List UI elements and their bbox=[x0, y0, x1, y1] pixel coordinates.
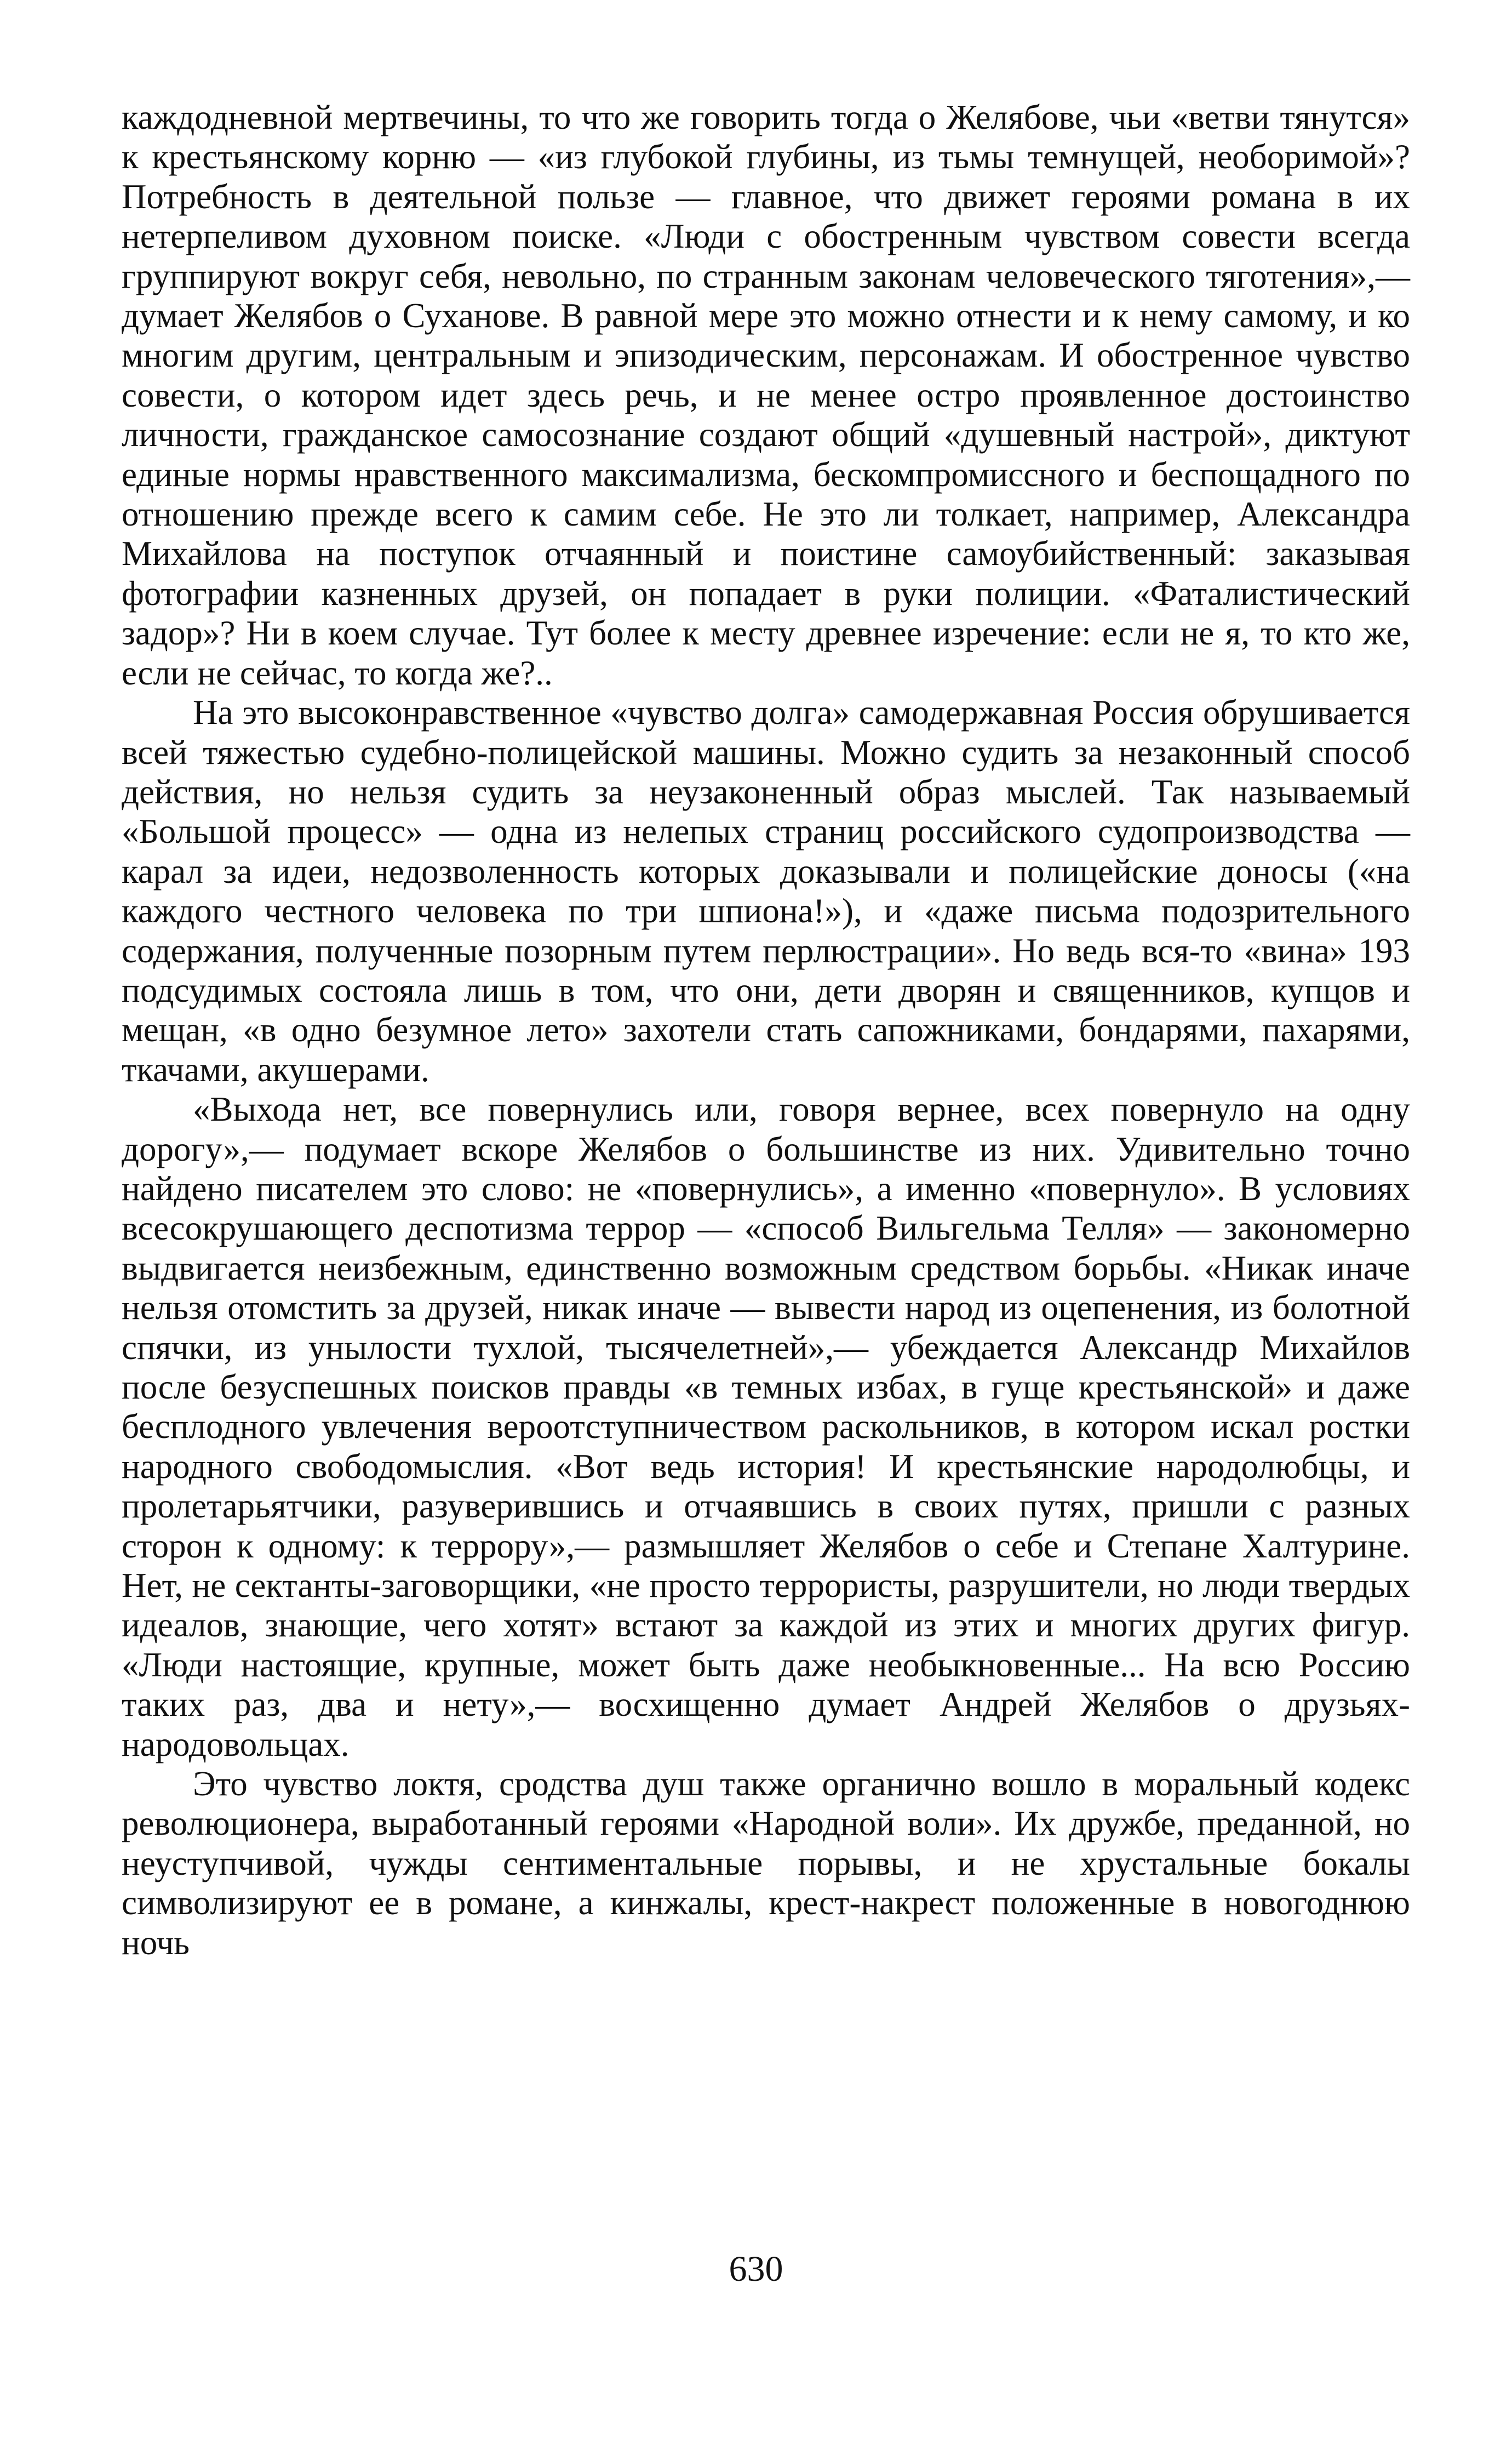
paragraph-4: Это чувство локтя, сродства душ также органично вошло в моральный кодекс революционера, выработанный героями «Народной воли». Их дружбе, преданной, но неуступчивой, чужды сентиментальные порывы, и не хрустальные бокалы символизируют ее в романе, а кинжалы, крест-накрест положенные в новогоднюю ночь bbox=[122, 1765, 1410, 1962]
paragraph-2: На это высоконравственное «чувство долга» самодержавная Россия обрушивается всей тяжестью судебно-полицейской машины. Можно судить за незаконный способ действия, но нельзя судить за неузаконенный образ мыслей. Так называемый «Большой процесс» — одна из нелепых страниц российского судопроизводства — карал за идеи, недозволенность которых доказывали и полицейские доносы («на каждого честного человека по три шпиона!»), и «даже письма подозрительного содержания, полученные позорным путем перлюстрации». Но ведь вся-то «вина» 193 подсудимых состояла лишь в том, что они, дети дворян и священников, купцов и мещан, «в одно безумное лето» захотели стать сапожниками, бондарями, пахарями, ткачами, акушерами. bbox=[122, 693, 1410, 1089]
paragraph-3: «Выхода нет, все повернулись или, говоря вернее, всех повернуло на одну дорогу»,— подумает вскоре Желябов о большинстве из них. Удивительно точно найдено писателем это слово: не «повернулись», а именно «повернуло». В условиях всесокрушающего деспотизма террор — «способ Вильгельма Телля» — закономерно выдвигается неизбежным, единственно возможным средством борьбы. «Никак иначе нельзя отомстить за друзей, никак иначе — вывести народ из оцепенения, из болотной спячки, из унылости тухлой, тысячелетней»,— убеждается Александр Михайлов после безуспешных поисков правды «в темных избах, в гуще крестьянской» и даже бесплодного увлечения вероотступничеством раскольников, в котором искал ростки народного свободомыслия. «Вот ведь история! И крестьянские народолюбцы, и пролетарьятчики, разуверившись и отчаявшись в своих путях, пришли с разных сторон к одному: к террору»,— размышляет Желябов о себе и Степане Халтурине. Нет, не сектанты-заговорщики, «не просто террористы, разрушители, но люди твердых идеалов, знающие, чего хотят» встают за каждой из этих и многих других фигур. «Люди настоящие, крупные, может быть даже необыкновенные... На всю Россию таких раз, два и нету»,— восхищенно думает Андрей Желябов о друзьях-народовольцах. bbox=[122, 1090, 1410, 1763]
page-number: 630 bbox=[729, 2249, 783, 2289]
paragraph-1: каждодневной мертвечины, то что же говорить тогда о Желябове, чьи «ветви тянутся» к крестьянскому корню — «из глубокой глубины, из тьмы темнущей, необоримой»? Потребность в деятельной пользе — главное, что движет героями романа в их нетерпеливом духовном поиске. «Люди с обостренным чувством совести всегда группируют вокруг себя, невольно, по странным законам человеческого тяготения»,— думает Желябов о Суханове. В равной мере это можно отнести и к нему самому, и ко многим другим, центральным и эпизодическим, персонажам. И обостренное чувство совести, о котором идет здесь речь, и не менее остро проявленное достоинство личности, гражданское самосознание создают общий «душевный настрой», диктуют единые нормы нравственного максимализма, бескомпромиссного и беспощадного по отношению прежде всего к самим себе. Не это ли толкает, например, Александра Михайлова на поступок отчаянный и поистине самоубийственный: заказывая фотографии казненных друзей, он попадает в руки полиции. «Фаталистический задор»? Ни в коем случае. Тут более к месту древнее изречение: если не я, то кто же, если не сейчас, то когда же?.. bbox=[122, 98, 1410, 692]
page-body bbox=[122, 98, 1410, 1962]
